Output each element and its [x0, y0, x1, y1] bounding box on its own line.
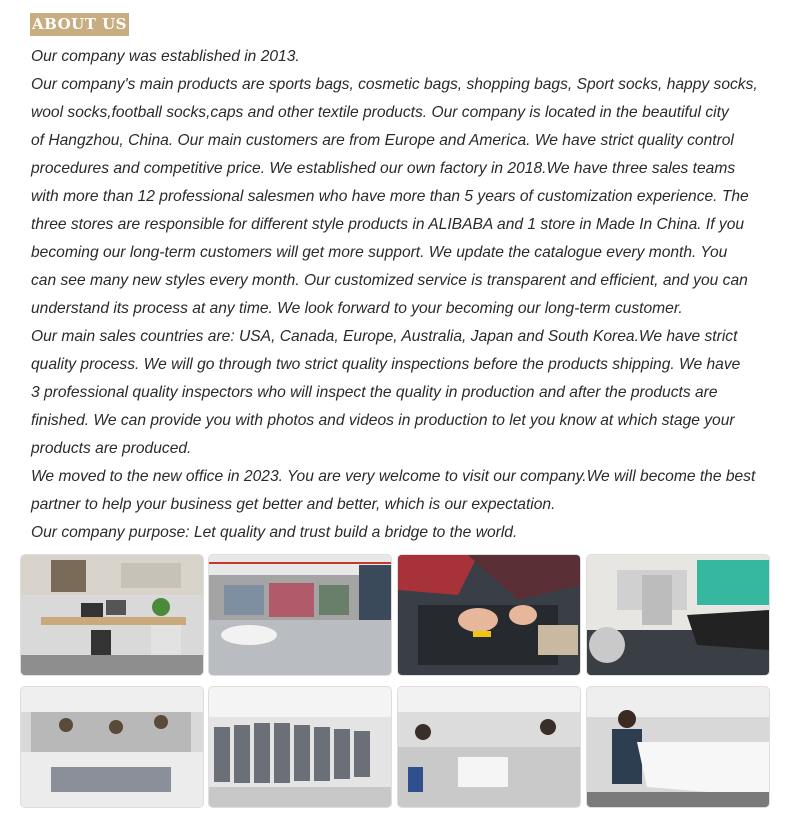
office-photo	[20, 554, 204, 676]
about-line: procedures and competitive price. We established our own factory in 2018.We have three sales teams	[31, 160, 736, 177]
about-line: products are produced.	[31, 440, 192, 457]
about-text	[31, 43, 776, 547]
about-us-badge: ABOUT US	[30, 13, 129, 36]
about-line: Our company was established in 2013.	[31, 48, 300, 65]
worker-fabric-photo	[586, 686, 770, 808]
about-line: finished. We can provide you with photos and videos in production to let you know at which stage your	[31, 412, 735, 429]
warehouse-photo	[208, 554, 392, 676]
about-line: Our company purpose: Let quality and trust build a bridge to the world.	[31, 524, 518, 541]
cutting-photo	[397, 554, 581, 676]
about-line: three stores are responsible for different style products in ALIBABA and 1 store in Made In China. If you	[31, 216, 745, 233]
sewing-machine-photo	[586, 554, 770, 676]
about-line: 3 professional quality inspectors who will inspect the quality in production and after the products are	[31, 384, 718, 401]
about-line: partner to help your business get better and better, which is our expectation.	[31, 496, 556, 513]
about-line: of Hangzhou, China. Our main customers are from Europe and America. We have strict quality control	[31, 132, 734, 149]
about-line: becoming our long-term customers will get more support. We update the catalogue every month. You	[31, 244, 728, 261]
about-line: Our company's main products are sports bags, cosmetic bags, shopping bags, Sport socks, happy socks,	[31, 76, 758, 93]
about-line: with more than 12 professional salesmen who have more than 5 years of customization experience. The	[31, 188, 749, 205]
about-line: understand its process at any time. We look forward to your becoming our long-term customer.	[31, 300, 683, 317]
about-line: Our main sales countries are: USA, Canada, Europe, Australia, Japan and South Korea.We have strict	[31, 328, 738, 345]
about-line: We moved to the new office in 2023. You are very welcome to visit our company.We will become the best	[31, 468, 756, 485]
backpacks-line-photo	[208, 686, 392, 808]
about-line: quality process. We will go through two strict quality inspections before the products shipping. We have	[31, 356, 741, 373]
sewing-workshop-photo	[20, 686, 204, 808]
about-line: can see many new styles every month. Our customized service is transparent and efficient, and you can	[31, 272, 748, 289]
assembly-line-photo	[397, 686, 581, 808]
about-line: wool socks,football socks,caps and other textile products. Our company is located in the beautiful city	[31, 104, 729, 121]
